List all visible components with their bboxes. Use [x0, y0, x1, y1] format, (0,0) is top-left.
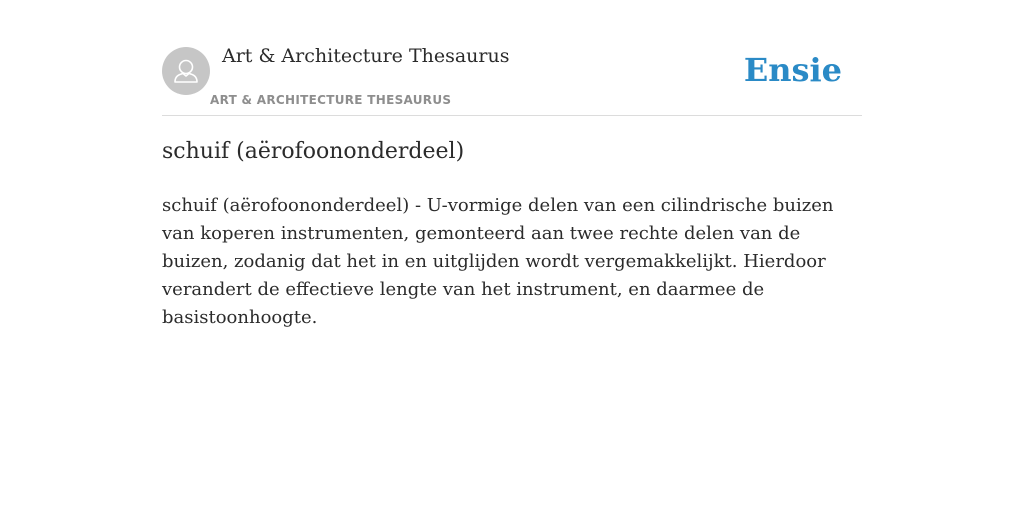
author-header — [162, 40, 862, 116]
author-subtitle[interactable]: ART & ARCHITECTURE THESAURUS — [210, 93, 452, 107]
author-avatar[interactable] — [162, 47, 210, 95]
user-silhouette-icon — [162, 47, 210, 95]
entry-definition: schuif (aërofoononderdeel) - U-vormige delen van een cilindrische buizen van koperen instrumenten, gemonteerd aan twee rechte delen van de buizen, zodanig dat het in en uitglijden wordt vergemakkelijkt. Hierdoor verandert de effectieve lengte van het instrument, en daarmee de basistoonhoogte. — [162, 195, 834, 328]
ensie-logo[interactable]: Ensie — [743, 51, 842, 89]
entry-title: schuif (aërofoononderdeel) — [162, 139, 465, 164]
author-name[interactable]: Art & Architecture Thesaurus — [222, 45, 510, 67]
